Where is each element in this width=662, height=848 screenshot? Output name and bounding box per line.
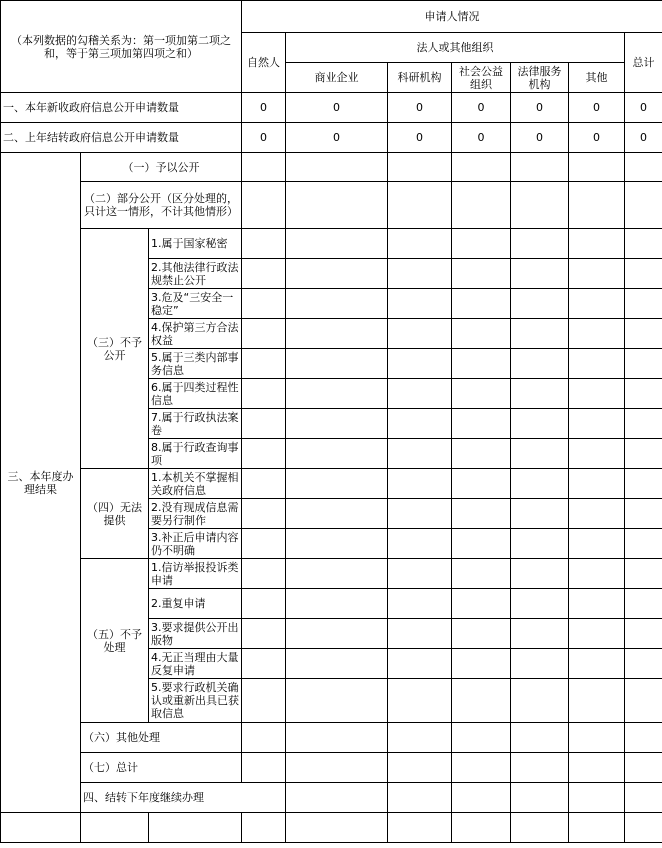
item-label: 5.属于三类内部事务信息: [149, 349, 242, 379]
row-label-partial: （二）部分公开（区分处理的，只计这一情形，不计其他情形）: [81, 182, 242, 229]
row-label-carry-forward: 四、结转下年度继续办理: [81, 783, 286, 813]
cell-value: 0: [452, 93, 511, 123]
table-row: [1, 783, 662, 813]
table-row: [1, 229, 662, 259]
table-note: （本列数据的勾稽关系为：第一项加第二项之和，等于第三项加第四项之和）: [1, 1, 242, 93]
row-label-unable: （四）无法提供: [81, 469, 149, 559]
col-header-research: 科研机构: [388, 63, 452, 93]
total-header: 总计: [625, 33, 662, 93]
row-label-results: 三、本年度办理结果: [1, 153, 81, 813]
table-row: [1, 813, 662, 843]
row-label-results-total: （七）总计: [81, 753, 242, 783]
item-label: 3.补正后申请内容仍不明确: [149, 529, 242, 559]
row-label-carried-over: 二、上年结转政府信息公开申请数量: [1, 123, 242, 153]
row-label-disclose: （一）予以公开: [81, 153, 242, 182]
item-label: 3.危及“三安全一稳定”: [149, 289, 242, 319]
item-label: 2.重复申请: [149, 589, 242, 619]
table-row: [1, 93, 662, 123]
item-label: 2.其他法律行政法规禁止公开: [149, 259, 242, 289]
item-label: 7.属于行政执法案卷: [149, 409, 242, 439]
cell-value: 0: [625, 93, 662, 123]
natural-person-header: 自然人: [242, 33, 286, 93]
col-header-other: 其他: [569, 63, 625, 93]
row-label-not-process: （五）不予处理: [81, 559, 149, 723]
item-label: 1.属于国家秘密: [149, 229, 242, 259]
table-row: [1, 753, 662, 783]
cell-value: 0: [242, 123, 286, 153]
cell-value: 0: [625, 123, 662, 153]
row-label-other-processing: （六）其他处理: [81, 723, 242, 753]
item-label: 6.属于四类过程性信息: [149, 379, 242, 409]
item-label: 4.保护第三方合法权益: [149, 319, 242, 349]
cell-value: 0: [286, 93, 388, 123]
cell-value: 0: [242, 93, 286, 123]
legal-org-header: 法人或其他组织: [286, 33, 625, 63]
row-label-not-disclose: （三）不予公开: [81, 229, 149, 469]
applicant-info-header: 申请人情况: [242, 1, 662, 33]
table-row: [1, 723, 662, 753]
table-row: [1, 559, 662, 589]
item-label: 1.信访举报投诉类申请: [149, 559, 242, 589]
col-header-public-welfare: 社会公益组织: [452, 63, 511, 93]
cell-value: 0: [511, 123, 569, 153]
table-row: [1, 123, 662, 153]
table-row: [1, 182, 662, 229]
col-header-business: 商业企业: [286, 63, 388, 93]
cell-value: 0: [569, 123, 625, 153]
item-label: 1.本机关不掌握相关政府信息: [149, 469, 242, 499]
cell-value: 0: [388, 93, 452, 123]
row-label-new-requests: 一、本年新收政府信息公开申请数量: [1, 93, 242, 123]
table-row: [1, 469, 662, 499]
item-label: 2.没有现成信息需要另行制作: [149, 499, 242, 529]
cell-value: 0: [452, 123, 511, 153]
table-row: [1, 153, 662, 182]
item-label: 4.无正当理由大量反复申请: [149, 649, 242, 679]
cell-value: 0: [569, 93, 625, 123]
cell-value: 0: [286, 123, 388, 153]
item-label: 5.要求行政机关确认或重新出具已获取信息: [149, 679, 242, 723]
item-label: 3.要求提供公开出版物: [149, 619, 242, 649]
item-label: 8.属于行政查询事项: [149, 439, 242, 469]
cell-value: 0: [388, 123, 452, 153]
cell-value: 0: [511, 93, 569, 123]
col-header-legal-service: 法律服务机构: [511, 63, 569, 93]
